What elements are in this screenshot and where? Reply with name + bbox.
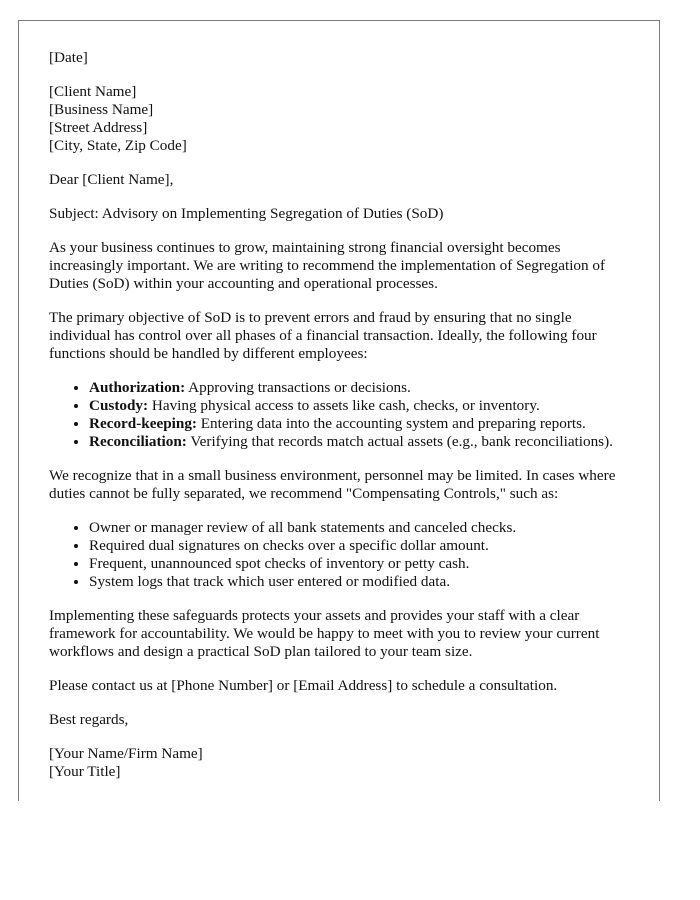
signature-title: [Your Title] <box>49 763 121 780</box>
list-item <box>89 433 634 451</box>
signature-block <box>49 745 634 781</box>
list-item: • Required dual signatures on checks over a specific dollar amount. <box>89 537 634 555</box>
list-item: • System logs that track which user entered or modified data. <box>89 573 634 591</box>
recipient-city-state-zip: [City, State, Zip Code] <box>49 137 187 154</box>
recipient-business-name: [Business Name] <box>49 101 154 118</box>
list-item <box>89 415 634 433</box>
contact-paragraph: Please contact us at [Phone Number] or [Email Address] to schedule a consultation. <box>49 677 558 694</box>
list-item: • Owner or manager review of all bank statements and canceled checks. <box>89 519 634 537</box>
letter-content <box>49 49 634 797</box>
function-description: Approving transactions or decisions. <box>185 379 411 396</box>
recipient-client-name: [Client Name] <box>49 83 137 100</box>
sign-off: Best regards, <box>49 711 129 728</box>
function-term: Custody: <box>89 397 149 414</box>
letter-page <box>18 20 660 801</box>
list-item: • Frequent, unannounced spot checks of inventory or petty cash. <box>89 555 634 573</box>
function-description: Entering data into the accounting system and preparing reports. <box>196 415 586 432</box>
recipient-street-address: [Street Address] <box>49 119 148 136</box>
subject-line: Subject: Advisory on Implementing Segregation of Duties (SoD) <box>49 205 444 222</box>
function-term: Record-keeping: <box>89 415 197 432</box>
function-description: Having physical access to assets like cash, checks, or inventory. <box>148 397 540 414</box>
objective-paragraph: The primary objective of SoD is to prevent errors and fraud by ensuring that no single individual has control over all phases of a financial transaction. Ideally, the following four functions should be handled by different employees: <box>49 309 597 362</box>
recipient-address <box>49 83 634 155</box>
function-description: Verifying that records match actual assets (e.g., bank reconciliations). <box>186 433 613 450</box>
signature-name: [Your Name/Firm Name] <box>49 745 203 762</box>
list-item <box>89 379 634 397</box>
letter-date: [Date] <box>49 49 88 66</box>
salutation: Dear [Client Name], <box>49 171 174 188</box>
closing-paragraph: Implementing these safeguards protects your assets and provides your staff with a clear framework for accountability. We would be happy to meet with you to review your current workflows and design a practical SoD plan tailored to your team size. <box>49 607 600 660</box>
functions-list <box>49 379 634 451</box>
function-term: Authorization: <box>89 379 186 396</box>
intro-paragraph: As your business continues to grow, maintaining strong financial oversight becomes increasingly important. We are writing to recommend the implementation of Segregation of Duties (SoD) within your accounting and operational processes. <box>49 239 606 292</box>
small-business-paragraph: We recognize that in a small business environment, personnel may be limited. In cases where duties cannot be fully separated, we recommend "Compensating Controls," such as: <box>49 467 616 502</box>
function-term: Reconciliation: <box>89 433 187 450</box>
controls-list <box>49 519 634 591</box>
list-item <box>89 397 634 415</box>
